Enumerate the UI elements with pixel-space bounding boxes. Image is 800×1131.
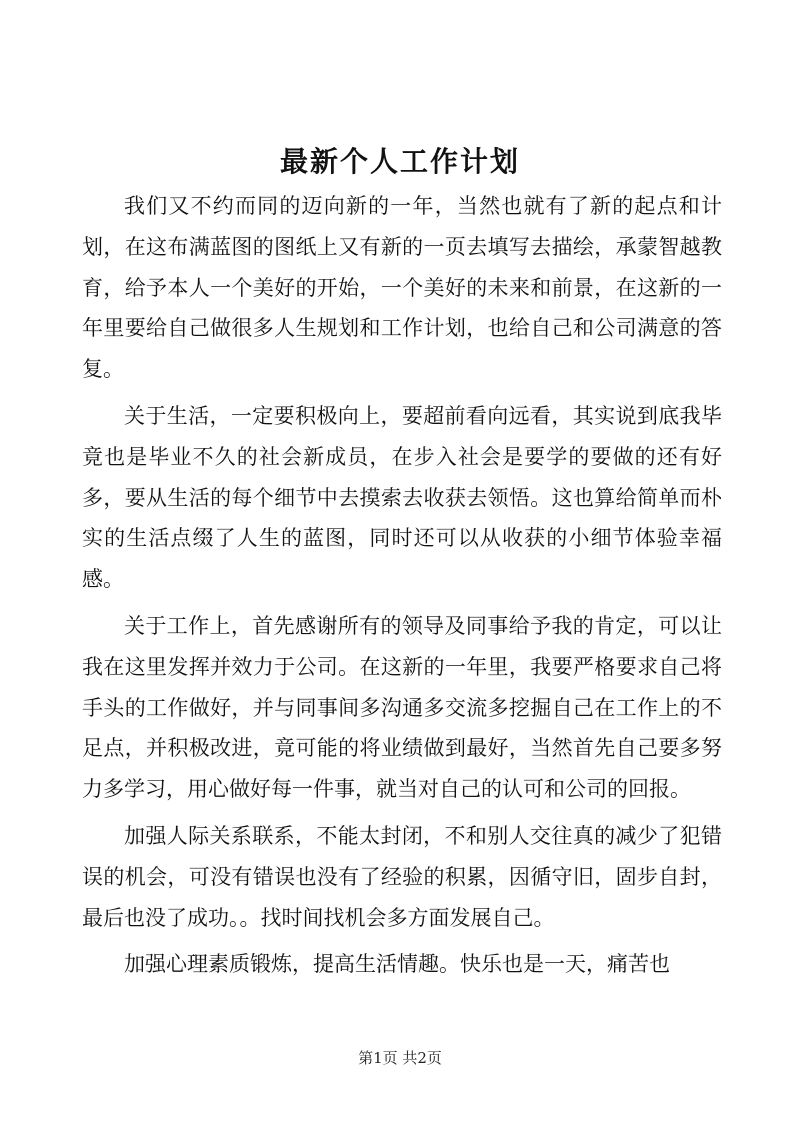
page-footer: 第1页 共2页 — [358, 1049, 442, 1067]
paragraph-3: 关于工作上，首先感谢所有的领导及同事给予我的肯定，可以让我在这里发挥并效力于公司。在这新的一年里，我要严格要求自己将手头的工作做好，并与同事间多沟通多交流多挖掘自己在工作上的不足点，并积极改进，竟可能的将业绩做到最好，当然首先自己要多努力多学习，用心做好每一件事，就当对自己的认可和公司的回报。 — [82, 613, 722, 802]
paragraph-4: 加强人际关系联系，不能太封闭，不和别人交往真的减少了犯错误的机会，可没有错误也没有了经验的积累，因循守旧，固步自封，最后也没了成功。。找时间找机会多方面发展自己。 — [82, 823, 722, 930]
paragraph-1: 我们又不约而同的迈向新的一年，当然也就有了新的起点和计划，在这布满蓝图的图纸上又有新的一页去填写去描绘，承蒙智越教育，给予本人一个美好的开始，一个美好的未来和前景，在这新的一年里要给自己做很多人生规划和工作计划，也给自己和公司满意的答复。 — [82, 194, 722, 382]
document-title: 最新个人工作计划 — [279, 145, 520, 178]
paragraph-2: 关于生活，一定要积极向上，要超前看向远看，其实说到底我毕竟也是毕业不久的社会新成员，在步入社会是要学的要做的还有好多，要从生活的每个细节中去摸索去收获去领悟。这也算给简单而朴实的生活点缀了人生的蓝图，同时还可以从收获的小细节体验幸福感。 — [82, 403, 722, 592]
document-body — [82, 186, 722, 985]
paragraph-5: 加强心理素质锻炼，提高生活情趣。快乐也是一天，痛苦也 — [124, 952, 670, 977]
